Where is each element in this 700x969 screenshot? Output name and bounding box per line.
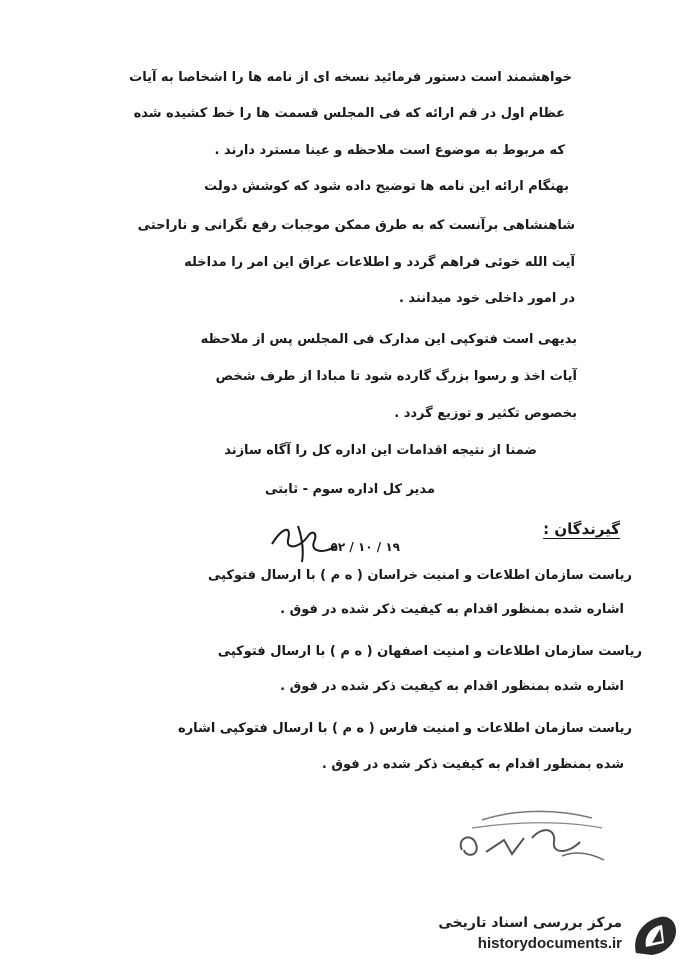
body-line: آیات اخذ و رسوا بزرگ گارده شود تا مبادا از طرف شخص: [215, 369, 577, 384]
sender-title: مدیر کل اداره سوم - ثابتی: [264, 482, 435, 497]
recipient-line: اشاره شده بمنظور اقدام به کیفیت ذکر شده در فوق .: [280, 679, 624, 694]
recipient-line: ریاست سازمان اطلاعات و امنیت خراسان ( ه م ) با ارسال فتوکپی: [207, 568, 632, 583]
body-line: خواهشمند است دستور فرمائید نسخه ای از نامه ها را اشخاصا به آیات: [129, 70, 572, 85]
body-line: شاهنشاهی برآنست که به طرق ممکن موجبات رفع نگرانی و ناراحتی: [137, 218, 575, 233]
recipient-line: ریاست سازمان اطلاعات و امنیت اصفهان ( ه م ) با ارسال فتوکپی: [217, 644, 642, 659]
body-line: در امور داخلی خود میدانند .: [398, 291, 575, 306]
body-line: که مربوط به موضوع است ملاحظه و عینا مسترد دارند .: [214, 143, 565, 158]
body-line: بخصوص تکثیر و توزیع گردد .: [394, 406, 577, 421]
recipient-line: شده بمنظور اقدام به کیفیت ذکر شده در فوق .: [321, 757, 624, 772]
body-line: بدیهی است فتوکپی این مدارک فی المجلس پس از ملاحظه: [200, 332, 577, 347]
handwritten-signature-bottom: [442, 798, 612, 868]
archive-url: historydocuments.ir: [477, 935, 622, 952]
archive-footer: [404, 913, 684, 959]
recipient-line: ریاست سازمان اطلاعات و امنیت فارس ( ه م ) با ارسال فتوکپی اشاره: [178, 721, 632, 736]
handwritten-signature-top: [268, 518, 340, 566]
recipient-line: اشاره شده بمنظور اقدام به کیفیت ذکر شده در فوق .: [280, 602, 624, 617]
archive-logo-icon: [630, 913, 680, 959]
body-line: آیت الله خوئی فراهم گردد و اطلاعات عراق این امر را مداخله: [184, 255, 575, 270]
recipients-heading: گیرندگان :: [543, 520, 620, 538]
document-date: ۱۹ / ۱۰ / ۵۲: [330, 540, 400, 554]
closing-request: ضمنا از نتیجه اقدامات این اداره کل را آگاه سازند: [224, 443, 537, 458]
archive-name: مرکز بررسی اسناد تاریخی: [438, 915, 622, 931]
body-line: عظام اول در قم ارائه که فی المجلس قسمت ها را خط کشیده شده: [133, 106, 565, 121]
body-line: بهنگام ارائه این نامه ها توضیح داده شود که کوشش دولت: [204, 179, 569, 194]
